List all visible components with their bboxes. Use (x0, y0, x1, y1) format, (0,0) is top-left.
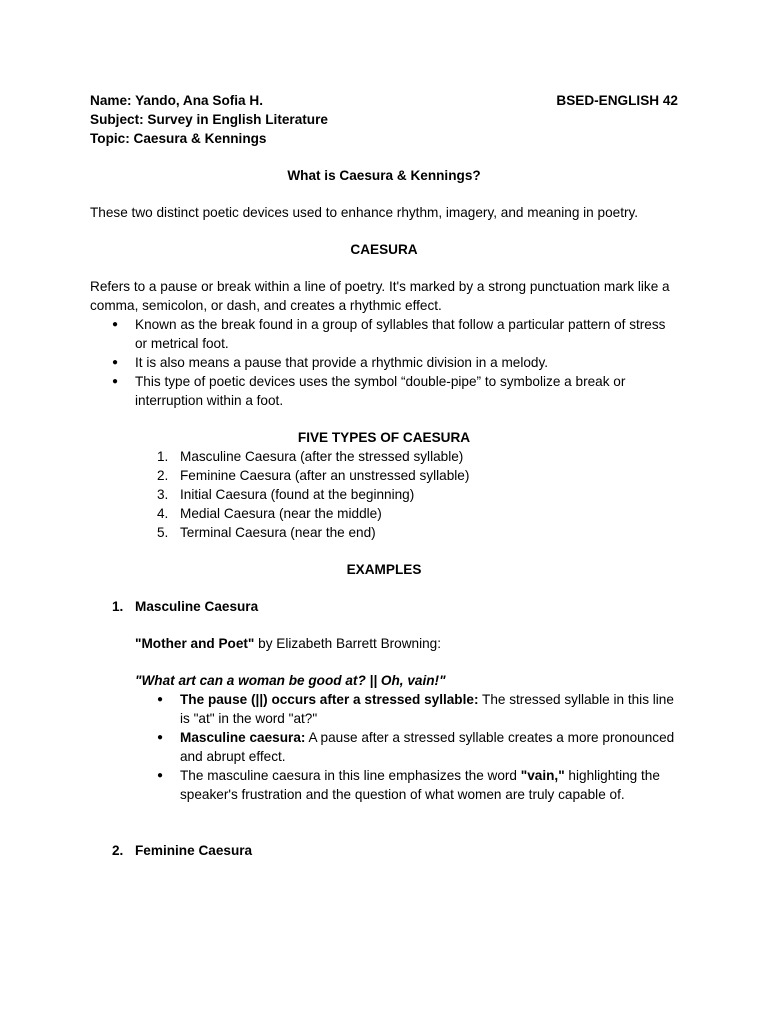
student-name: Name: Yando, Ana Sofia H. (90, 93, 263, 108)
types-heading: FIVE TYPES OF CAESURA (297, 430, 471, 445)
poem-title: "Mother and Poet" (135, 636, 255, 651)
intro-heading: What is Caesura & Kennings? (287, 168, 481, 183)
examples-heading: EXAMPLES (346, 562, 422, 577)
example-1-bullet-list (90, 690, 678, 804)
example-2-heading: 2. Feminine Caesura (112, 843, 253, 858)
example-1-quote: "What art can a woman be good at? || Oh, vain!" (135, 673, 446, 688)
intro-text: These two distinct poetic devices used to enhance rhythm, imagery, and meaning in poetry. (90, 205, 639, 220)
list-item: 3. Initial Caesura (found at the beginning) (157, 487, 415, 502)
list-item: ● The pause (||) occurs after a stressed syllable: The stressed syllable in this line is "at" in the word "at?" (90, 690, 678, 728)
list-item: 5. Terminal Caesura (near the end) (157, 525, 376, 540)
list-item: ● The masculine caesura in this line emphasizes the word "vain," highlighting the speaker's frustration and the question of what women are truly capable of. (90, 766, 678, 804)
caesura-bullet-list (90, 315, 678, 410)
list-item: 2. Feminine Caesura (after an unstressed syllable) (157, 468, 470, 483)
subject-line: Subject: Survey in English Literature (90, 112, 328, 127)
example-1-heading: 1. Masculine Caesura (112, 599, 259, 614)
list-item: ● Masculine caesura: A pause after a stressed syllable creates a more pronounced and abrupt effect. (90, 728, 678, 766)
list-item: 1. Masculine Caesura (after the stressed syllable) (157, 449, 464, 464)
example-1-source: "Mother and Poet" by Elizabeth Barrett Browning: (135, 636, 442, 651)
list-item: ● Known as the break found in a group of syllables that follow a particular pattern of stress or metrical foot. (90, 315, 678, 353)
list-item: ● This type of poetic devices uses the symbol “double-pipe” to symbolize a break or interruption within a foot. (90, 372, 678, 410)
course-code: BSED-ENGLISH 42 (556, 93, 678, 108)
list-item: ● It is also means a pause that provide a rhythmic division in a melody. (90, 353, 678, 372)
caesura-heading: CAESURA (350, 242, 418, 257)
types-list (90, 447, 678, 542)
caesura-definition: Refers to a pause or break within a line of poetry. It's marked by a strong punctuation mark like a comma, semicolon, or dash, and creates a rhythmic effect. (90, 279, 670, 313)
list-item: 4. Medial Caesura (near the middle) (157, 506, 382, 521)
header-row (90, 91, 678, 110)
topic-line: Topic: Caesura & Kennings (90, 131, 267, 146)
